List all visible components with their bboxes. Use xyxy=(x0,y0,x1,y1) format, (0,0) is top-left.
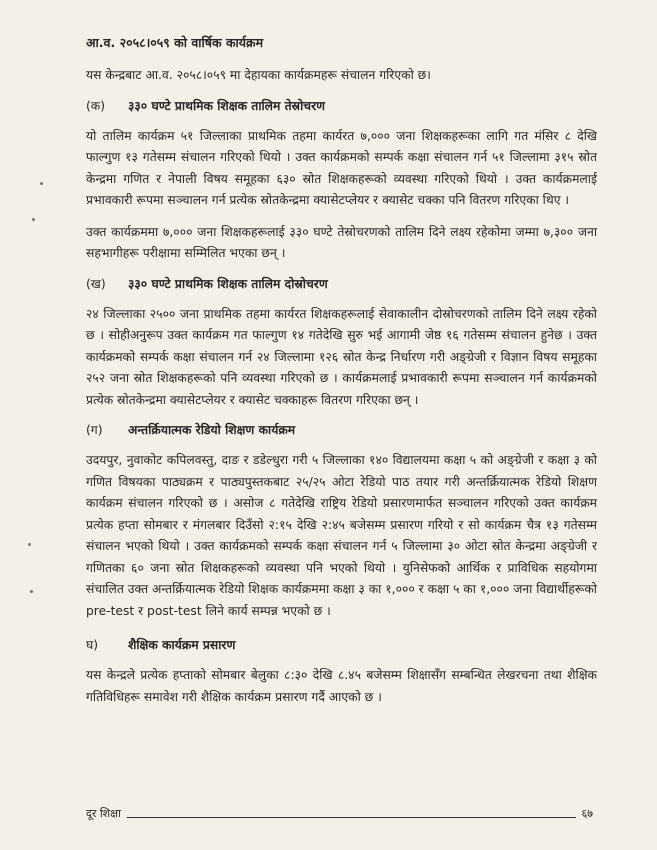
section-ga-heading xyxy=(86,421,597,439)
section-title: ३३० घण्टे प्राथमिक शिक्षक तालिम तेस्रोचरण xyxy=(128,98,326,113)
section-gha-heading xyxy=(86,636,597,654)
section-marker: (ग) xyxy=(86,423,103,437)
scan-speck xyxy=(40,182,43,185)
section-ka-paragraph-1: यो तालिम कार्यक्रम ५१ जिल्लाका प्राथमिक तहमा कार्यरत ७,००० जना शिक्षकहरूका लागि गत मंसिर ८ देखि फाल्गुण १३ गतेसम्म संचालन गरिएको थियो । उक्त कार्यक्रमको सम्पर्क कक्षा संचालन गर्न ५१ जिल्लामा ३१५ स्रोत केन्द्रमा गणित र नेपाली विषय समूहका ६३० स्रोत शिक्षकहरूको व्यवस्था गरिएको थियो । उक्त कार्यक्रमलाई प्रभावकारी रूपमा सञ्चालन गर्न प्रत्येक स्रोतकेन्द्रमा क्यासेटप्लेयर र क्यासेट चक्का पनि वितरण गरिएका थिए । xyxy=(86,128,597,207)
section-ka-paragraph-2: उक्त कार्यक्रममा ७,००० जना शिक्षकहरूलाई ३३० घण्टे तेस्रोचरणको तालिम दिने लक्ष्य रहेकोमा जम्मा ७,३०० जना सहभागीहरू परीक्षामा सम्मिलित भएका छन् । xyxy=(86,224,597,260)
page-footer xyxy=(86,806,593,821)
section-marker: (क) xyxy=(86,98,106,113)
scan-speck xyxy=(28,543,31,546)
section-kha-heading xyxy=(86,275,597,293)
section-title: ३३० घण्टे प्राथमिक शिक्षक तालिम दोस्रोचरण xyxy=(128,276,328,291)
intro-paragraph: यस केन्द्रबाट आ.व. २०५८।०५९ मा देहायका कार्यक्रमहरू संचालन गरिएको छ। xyxy=(86,68,431,82)
section-ga-paragraph-1: उदयपुर, नुवाकोट कपिलवस्तु, दाङ र डडेल्धुरा गरी ५ जिल्लाका १४० विद्यालयमा कक्षा ५ को अङ्ग्रेजी र कक्षा ३ को गणित विषयका पाठ्यक्रम र पाठ्यपुस्तकबाट २५/२५ ओटा रेडियो पाठ तयार गरी अन्तर्क्रियात्मक रेडियो शिक्षण कार्यक्रम संचालन गरिएको छ । असोज ८ गतेदेखि राष्ट्रिय रेडियो प्रसारणमार्फत सञ्चालन गरिएको उक्त कार्यक्रम प्रत्येक हप्ता सोमबार र मंगलबार दिउँसो २:१५ देखि २:४५ बजेसम्म प्रसारण गरियो र सो कार्यक्रम चैत्र १३ गतेसम्म संचालन भएको थियो । उक्त कार्यक्रमको सम्पर्क कक्षा संचालन गर्न ५ जिल्लामा ३० ओटा स्रोत केन्द्रमा अङ्ग्रेजी र गणितका ६० जना स्रोत शिक्षकहरूको व्यवस्था पनि भएको थियो । युनिसेफको आर्थिक र प्राविधिक सहयोगमा संचालित उक्त अन्तर्क्रियात्मक रेडियो शिक्षक कार्यक्रममा कक्षा ३ का १,००० र कक्षा ५ का १,००० जना विद्यार्थीहरूको pre-test र post-test लिने कार्य सम्पन्न भएको छ । xyxy=(86,453,597,618)
footer-rule xyxy=(127,817,576,818)
section-marker: घ) xyxy=(86,638,99,652)
scan-speck xyxy=(30,590,33,593)
page-heading: आ.व. २०५८।०५९ को वार्षिक कार्यक्रम xyxy=(86,35,264,50)
footer-left-label: दूर शिक्षा xyxy=(86,807,121,820)
scan-speck xyxy=(32,218,35,221)
section-title: शैक्षिक कार्यक्रम प्रसारण xyxy=(128,638,236,652)
page-number: ६७ xyxy=(581,807,593,820)
section-gha-paragraph-1: यस केन्द्रले प्रत्येक हप्ताको सोमबार बेलुका ८:३० देखि ८.४५ बजेसम्म शिक्षासँग सम्बन्धित लेखरचना तथा शैक्षिक गतिविधिहरू समावेश गरी शैक्षिक कार्यक्रम प्रसारण गर्दै आएको छ । xyxy=(86,668,597,704)
section-marker: (ख) xyxy=(86,276,106,291)
section-title: अन्तर्क्रियात्मक रेडियो शिक्षण कार्यक्रम xyxy=(128,423,296,437)
section-kha-paragraph-1: २४ जिल्लाका २५०० जना प्राथमिक तहमा कार्यरत शिक्षकहरूलाई सेवाकालीन दोस्रोचरणको तालिम दिने लक्ष्य रहेको छ । सोहीअनुरूप उक्त कार्यक्रम गत फाल्गुण १४ गतेदेखि सुरु भई आगामी जेष्ठ १६ गतेसम्म संचालन हुनेछ । उक्त कार्यक्रमको सम्पर्क कक्षा संचालन गर्न २४ जिल्लामा १२६ स्रोत केन्द्र निर्धारण गरी अङ्ग्रेजी र विज्ञान विषय समूहका २५२ जना स्रोत शिक्षकहरूको पनि व्यवस्था गरिएको छ । कार्यक्रमलाई प्रभावकारी रूपमा सञ्चालन गर्न कार्यक्रमको प्रत्येक स्रोतकेन्द्रमा क्यासेटप्लेयर र क्यासेट चक्काहरू वितरण गरिएका छन् । xyxy=(86,306,597,407)
section-ka-heading xyxy=(86,97,597,115)
